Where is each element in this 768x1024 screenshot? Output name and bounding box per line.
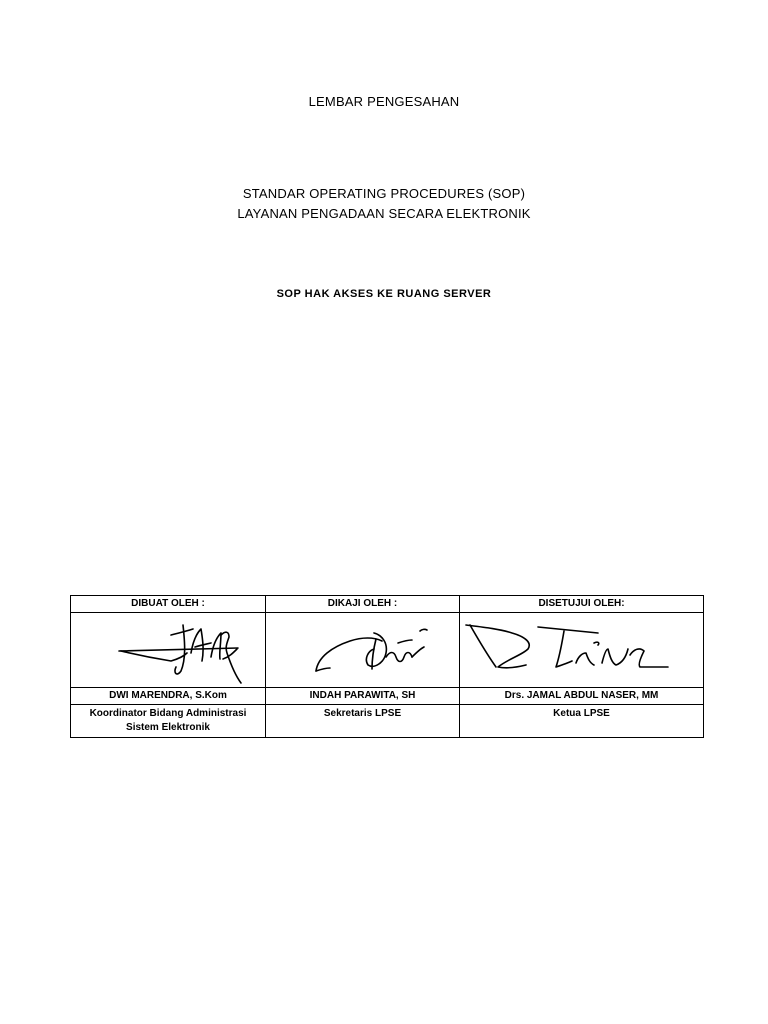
sop-title-line-1: STANDAR OPERATING PROCEDURES (SOP) — [242, 186, 526, 201]
signature-cell-approver — [460, 613, 704, 688]
signature-cell-creator — [71, 613, 266, 688]
approval-names-row — [71, 688, 704, 705]
signature-row — [71, 613, 704, 688]
signature-cell-reviewer — [266, 613, 460, 688]
sop-subtitle: SOP HAK AKSES KE RUANG SERVER — [276, 288, 492, 300]
approval-table — [70, 595, 704, 738]
page-title: LEMBAR PENGESAHAN — [308, 94, 460, 109]
sop-title-block — [0, 184, 768, 224]
approval-roles-row — [71, 705, 704, 738]
header-created-by: DIBUAT OLEH : — [71, 596, 266, 613]
signature-indah — [278, 613, 448, 687]
role-reviewer: Sekretaris LPSE — [266, 705, 460, 738]
name-approver: Drs. JAMAL ABDUL NASER, MM — [460, 688, 704, 705]
role-creator: Koordinator Bidang Administrasi Sistem Elektronik — [71, 705, 266, 738]
role-approver: Ketua LPSE — [460, 705, 704, 738]
sop-title-line-2: LAYANAN PENGADAAN SECARA ELEKTRONIK — [237, 206, 531, 221]
signature-dwi — [83, 613, 253, 687]
signature-jamal — [462, 613, 702, 687]
name-reviewer: INDAH PARAWITA, SH — [266, 688, 460, 705]
name-creator: DWI MARENDRA, S.Kom — [71, 688, 266, 705]
header-approved-by: DISETUJUI OLEH: — [460, 596, 704, 613]
approval-header-row — [71, 596, 704, 613]
header-reviewed-by: DIKAJI OLEH : — [266, 596, 460, 613]
